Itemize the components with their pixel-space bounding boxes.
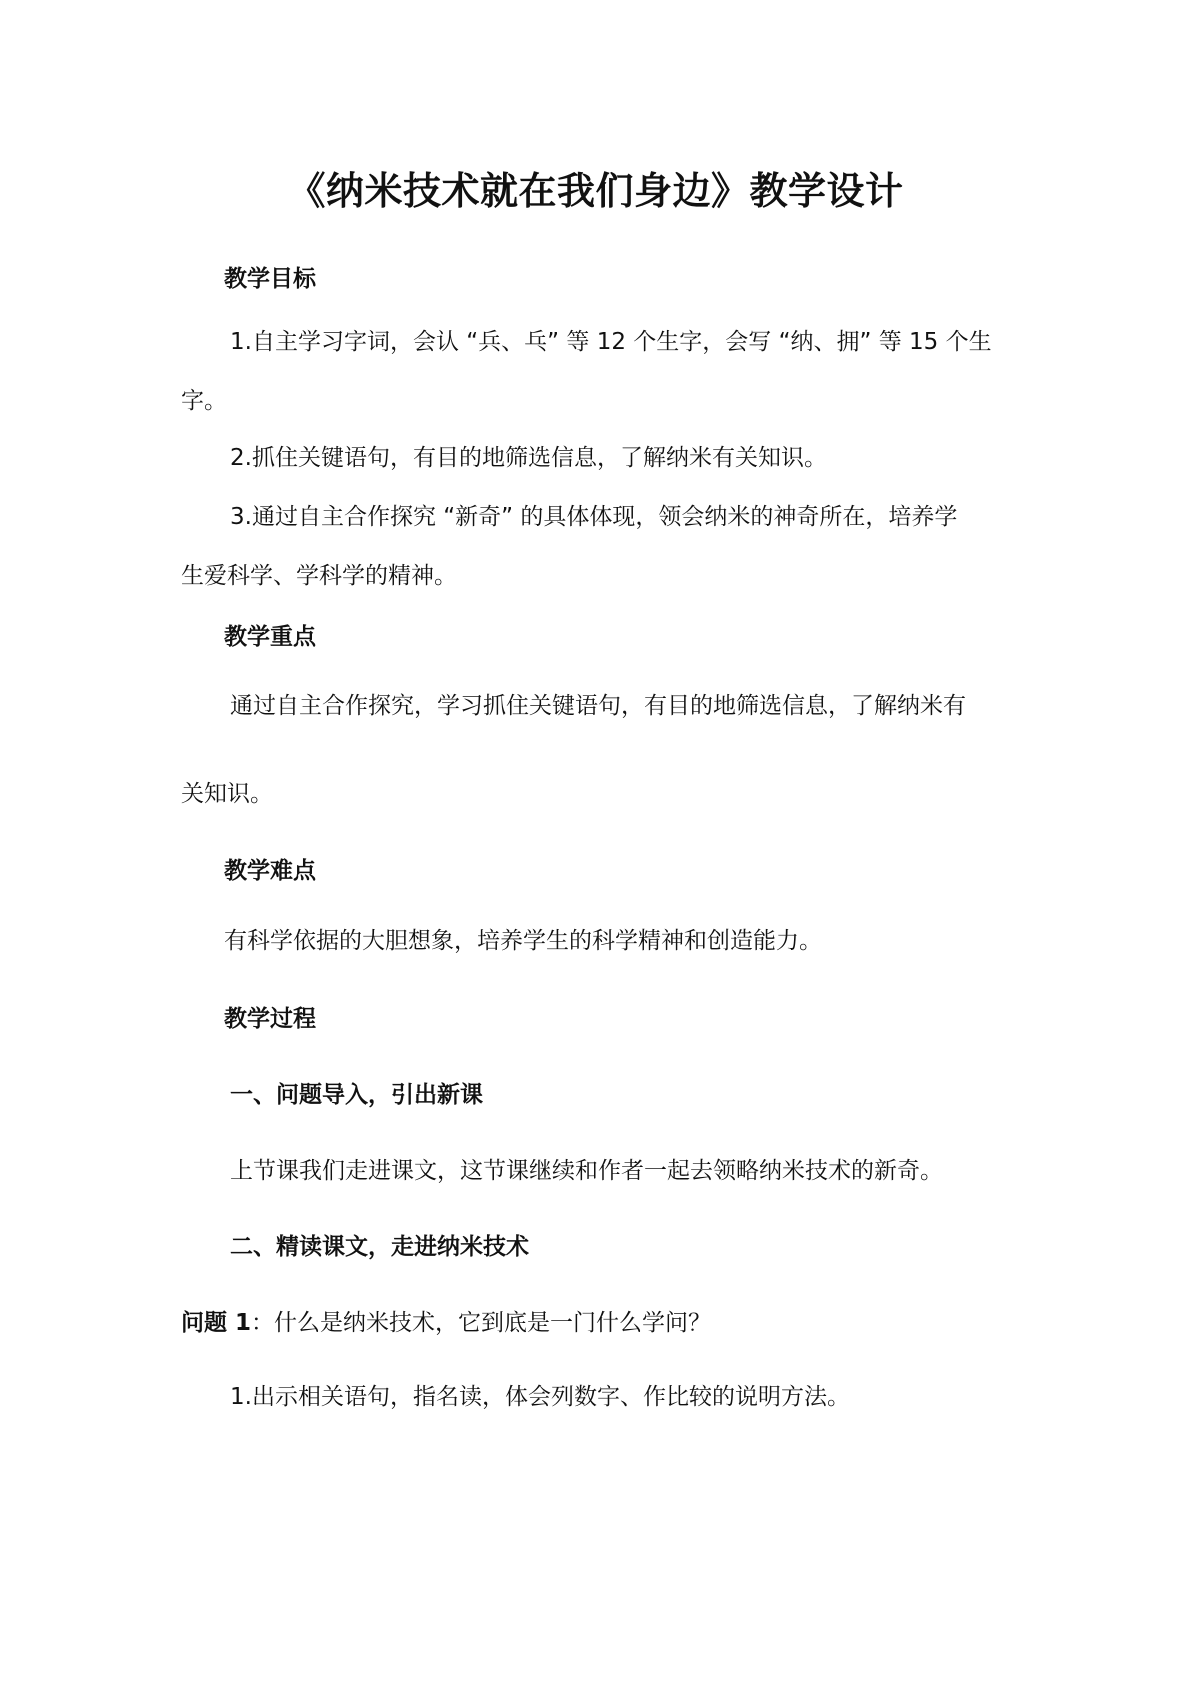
- step-2-heading: 二、精读课文，走进纳米技术: [230, 1234, 529, 1260]
- objective-2: 2.抓住关键语句，有目的地筛选信息，了解纳米有关知识。: [230, 445, 827, 471]
- objectives-heading: 教学目标: [224, 266, 316, 292]
- document-title: 《纳米技术就在我们身边》教学设计: [287, 169, 904, 213]
- process-heading: 教学过程: [224, 1006, 316, 1032]
- step-1-text: 上节课我们走进课文，这节课继续和作者一起去领略纳米技术的新奇。: [230, 1158, 943, 1184]
- objective-1-line-2: 字。: [181, 388, 227, 414]
- difficulties-heading: 教学难点: [224, 858, 316, 884]
- key-points-heading: 教学重点: [224, 624, 316, 650]
- difficulties-text: 有科学依据的大胆想象，培养学生的科学精神和创造能力。: [224, 928, 822, 954]
- objective-3-line-2: 生爱科学、学科学的精神。: [181, 563, 457, 589]
- key-points-line-2: 关知识。: [181, 781, 273, 807]
- step-1-heading: 一、问题导入，引出新课: [230, 1082, 483, 1108]
- objective-1-line-1: 1.自主学习字词，会认 “兵、乓” 等 12 个生字，会写 “纳、拥” 等 15 个生: [230, 329, 992, 355]
- question-1-text: ：什么是纳米技术，它到底是一门什么学问？: [251, 1310, 712, 1336]
- objective-3-line-1: 3.通过自主合作探究 “新奇” 的具体体现，领会纳米的神奇所在，培养学: [230, 504, 958, 530]
- question-1: [181, 1312, 711, 1335]
- step-2-item-1: 1.出示相关语句，指名读，体会列数字、作比较的说明方法。: [230, 1384, 850, 1410]
- key-points-line-1: 通过自主合作探究，学习抓住关键语句，有目的地筛选信息，了解纳米有: [230, 693, 966, 719]
- question-1-label: 问题 1: [181, 1310, 252, 1336]
